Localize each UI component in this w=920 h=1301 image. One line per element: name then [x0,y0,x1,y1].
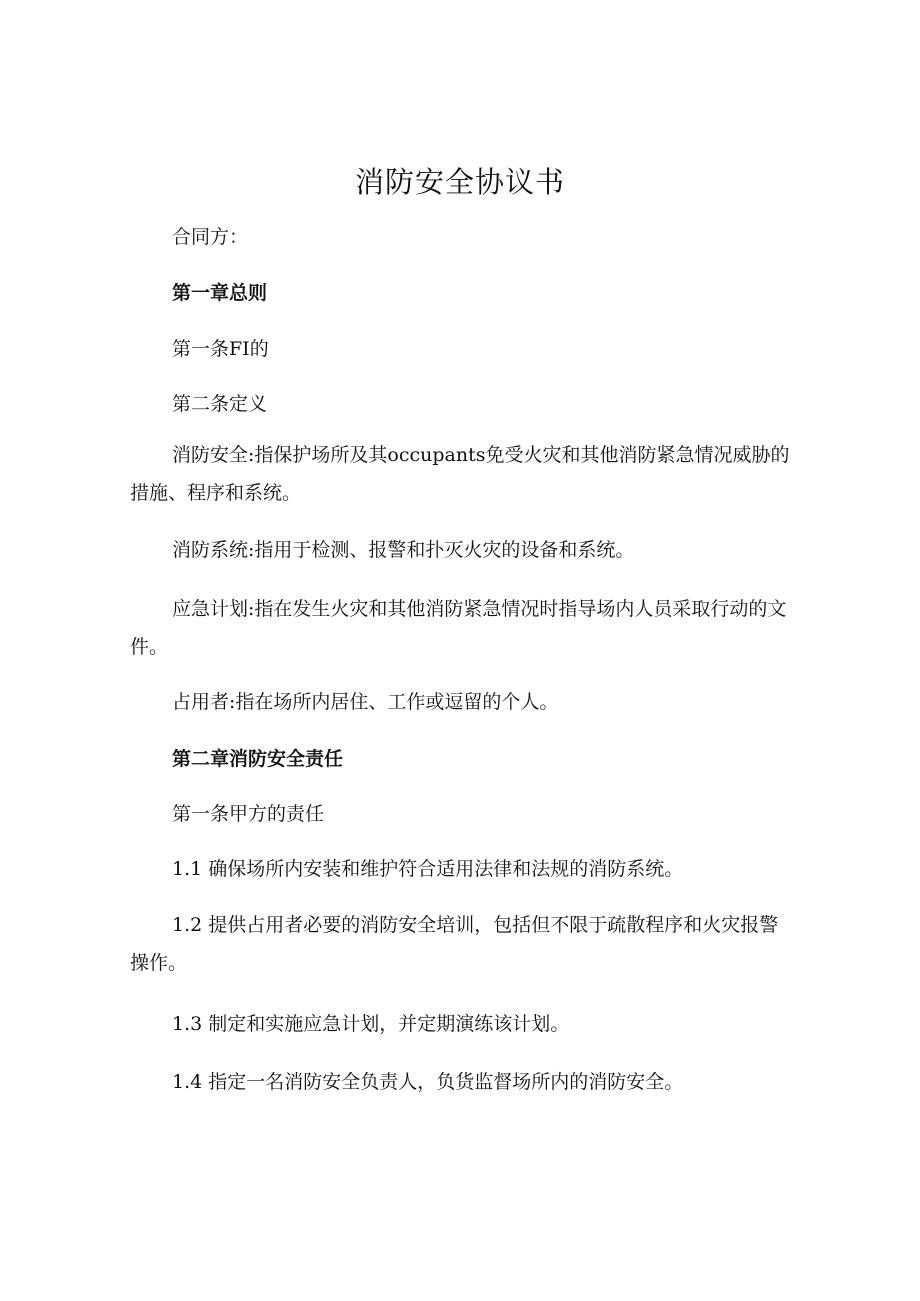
chapter1-heading: 第一章总则 [172,282,268,304]
document-title: 消防安全协议书 [354,165,565,199]
parties-line: 合同方： [172,226,249,248]
chapter1-article1: 第一条FI的 [172,338,269,360]
chapter2-article1: 第一条甲方的责任 [172,803,325,825]
definition-fire-safety: 消防安全:指保护场所及其occupants免受火灾和其他消防紧急情况威胁的措施、程序和系统。 [130,444,790,504]
definition-emergency-plan: 应急计划:指在发生火灾和其他消防紧急情况时指导场内人员采取行动的文件。 [130,598,787,658]
responsibility-item-1-3: 1.3 制定和实施应急计划，并定期演练该计划。 [172,1013,570,1035]
chapter2-heading: 第二章消防安全责任 [172,748,344,770]
responsibility-item-1-1: 1.1 确保场所内安装和维护符合适用法律和法规的消防系统。 [172,858,684,880]
definition-occupant: 占用者:指在场所内居住、工作或逗留的个人。 [172,691,559,713]
chapter1-article2: 第二条定义 [172,393,268,415]
responsibility-item-1-2: 1.2 提供占用者必要的消防安全培训，包括但不限于疏散程序和火灾报警操作。 [130,914,779,974]
definition-fire-system: 消防系统:指用于检测、报警和扑灭火灾的设备和系统。 [172,539,635,561]
responsibility-item-1-4: 1.4 指定一名消防安全负责人，负货监督场所内的消防安全。 [172,1071,684,1093]
